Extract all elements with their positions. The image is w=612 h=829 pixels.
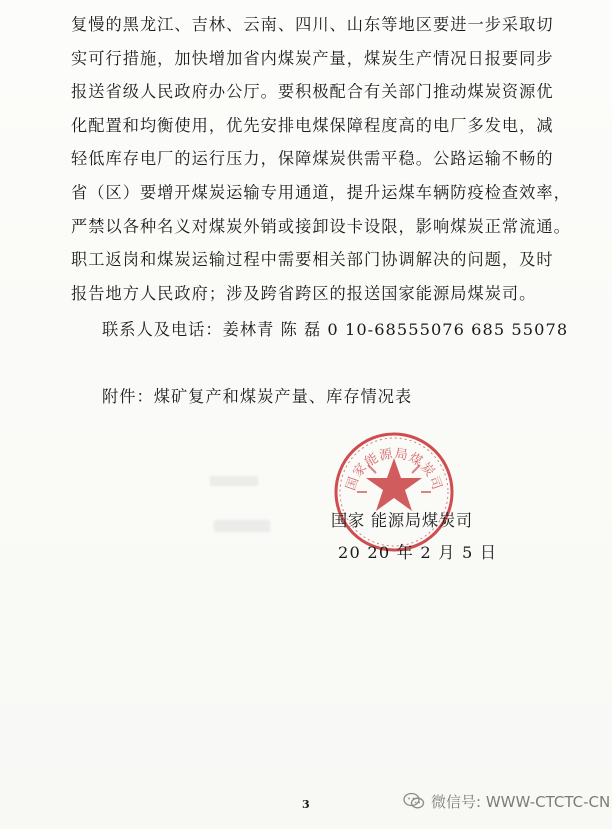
faint-mark	[214, 520, 270, 532]
page-number: 3	[302, 798, 310, 811]
signature-date: 20 20 年 2 月 5 日	[338, 543, 498, 562]
body-line: 严禁以各种名义对煤炭外销或接卸设卡设限，影响煤炭正常流通。	[71, 216, 571, 236]
body-line: 报送省级人民政府办公厅。要积极配合有关部门推动煤炭资源优	[71, 82, 554, 102]
body-line: 职工返岗和煤炭运输过程中需要相关部门协调解决的问题，及时	[71, 250, 554, 270]
contact-line: 联系人及电话：姜林青 陈 磊 0 10-68555076 685 55078	[102, 320, 569, 339]
body-line: 复慢的黑龙江、吉林、云南、四川、山东等地区要进一步采取切	[71, 15, 554, 34]
body-line: 省（区）要增开煤炭运输专用通道，提升运煤车辆防疫检查效率，	[71, 182, 571, 202]
signature-organization: 国家 能源局煤炭司	[331, 511, 473, 530]
body-paragraph	[71, 8, 571, 310]
wechat-icon	[403, 792, 425, 810]
body-line: 报告地方人民政府；涉及跨省跨区的报送国家能源局煤炭司。	[71, 283, 537, 303]
body-line: 化配置和均衡使用，优先安排电煤保障程度高的电厂多发电，减	[71, 115, 554, 135]
faint-mark	[210, 476, 258, 486]
watermark	[403, 789, 610, 813]
svg-text:国家能源局煤炭司: 国家能源局煤炭司	[343, 446, 445, 493]
official-seal-icon	[330, 428, 458, 556]
body-line: 轻低库存电厂的运行压力，保障煤炭供需平稳。公路运输不畅的	[71, 149, 554, 169]
attachment-line: 附件：煤矿复产和煤炭产量、库存情况表	[102, 387, 413, 406]
body-line: 实可行措施，加快增加省内煤炭产量，煤炭生产情况日报要同步	[71, 48, 554, 68]
watermark-text: 微信号: WWW-CTCTC-CN	[431, 792, 611, 811]
